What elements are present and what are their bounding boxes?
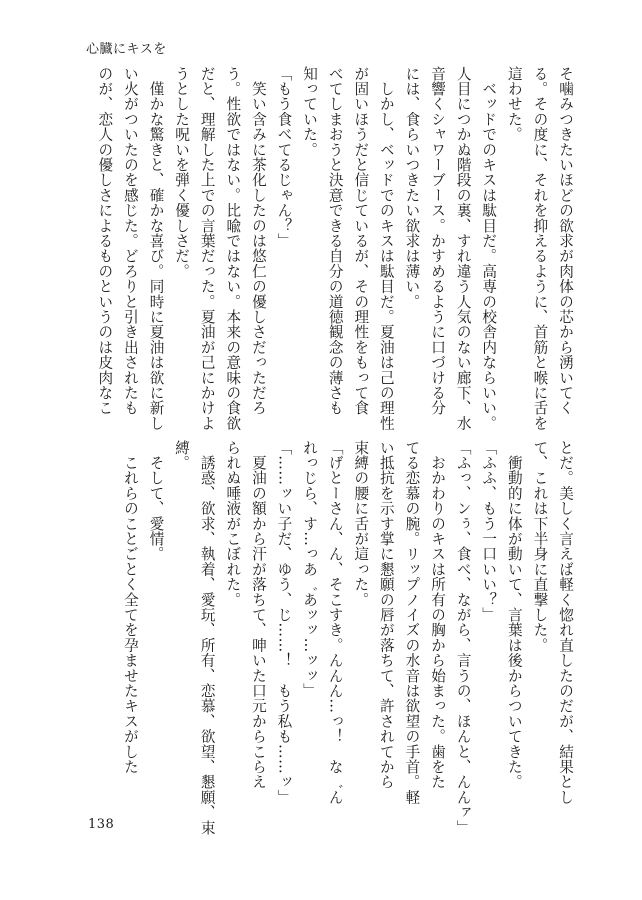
text-line: のが、恋人の優しさによるものというのは皮肉なこ [96,66,114,416]
text-line: とだ。美しく言えば軽く惚れ直したのだが、結果とし [557,440,574,805]
text-line: が固いほうだと信じているが、その理性をもって食 [352,66,370,416]
text-line: 知っていた。 [301,66,319,158]
text-line: うとした呪いを弾く優しさだ。 [173,66,191,279]
text-line: べてしまおうと決意できる自分の道徳観念の薄さも [326,66,344,416]
text-line: そ噛みつきたいほどの欲求が肉体の芯から湧いてく [557,66,574,416]
text-line: い火がついたのを感じた。どろりと引き出されたも [121,66,139,416]
text-line: 夏油の額から汗が落ちて、呻いた口元からこらえ [249,440,267,790]
text-line: れっじら、す…っあ゛あッッ…ッッ」 [301,440,319,699]
text-line: しかし、ベッドでのキスは駄目だ。夏油は己の理性 [377,66,395,431]
text-line: 人目につかぬ階段の裏、すれ違う人気のない廊下、水 [454,66,472,431]
text-line: 「げとーさん、ん、そこすき。んんん…っ！ な゛ん [326,440,344,805]
text-line: 這わせた。 [505,66,523,142]
text-line: る。その度に、それを抑えるように、首筋と喉に舌を [531,66,549,431]
text-line: これらのことごとく全てを孕ませたキスがした [121,440,139,775]
text-line: 衝動的に体が動いて、言葉は後からついてきた。 [505,440,523,790]
page-number: 138 [88,817,115,832]
running-head: 心臓にキスを [86,42,167,57]
text-line: て、これは下半身に直撃した。 [531,440,549,653]
text-line: 僅かな驚きと、確かな喜び。同時に夏油は欲に新し [147,66,165,431]
text-line: には、食らいつきたい欲求は薄い。 [403,66,421,310]
text-line: 「……ッい子だ、ゆう、じ……！ もう私も……ッ」 [275,440,293,805]
text-line: おかわりのキスは所有の胸から始まった。歯をた [429,440,447,790]
text-line: だと、理解した上での言葉だった。夏油が己にかけよ [198,66,216,431]
text-line: 「ふふ、もう一口いい？」 [480,440,498,623]
text-line: 縛。 [173,440,191,471]
lower-text-block [117,440,578,836]
text-line: られぬ唾液がこぼれた。 [224,440,242,608]
text-line: 「もう食べてるじゃん？」 [275,66,293,249]
text-line: 音響くシャワーブース。かすめるように口づける分 [429,66,447,416]
text-line: 「ふっ、ンぅ、食べ、ながら、言うの、ほんと、んんァ」 [454,440,472,836]
text-line: そして、愛情。 [147,440,165,562]
text-line: 束縛の腰に舌が這った。 [352,440,370,608]
text-line: い抵抗を示す掌に懇願の唇が落ちて、許されてから [377,440,395,790]
text-line: ベッドでのキスは駄目だ。高専の校舎内ならいい。 [480,66,498,431]
text-line: 誘惑、欲求、執着、愛玩、所有、恋慕、欲望、懇願、束 [198,440,216,836]
upper-text-block [92,66,578,431]
text-line: 笑い含みに茶化したのは悠仁の優しさだっただろ [249,66,267,416]
text-line: う。性欲ではない。比喩ではない。本来の意味の食欲 [224,66,242,431]
text-line: てる恋慕の腕。リップノイズの水音は欲望の手首。軽 [403,440,421,805]
